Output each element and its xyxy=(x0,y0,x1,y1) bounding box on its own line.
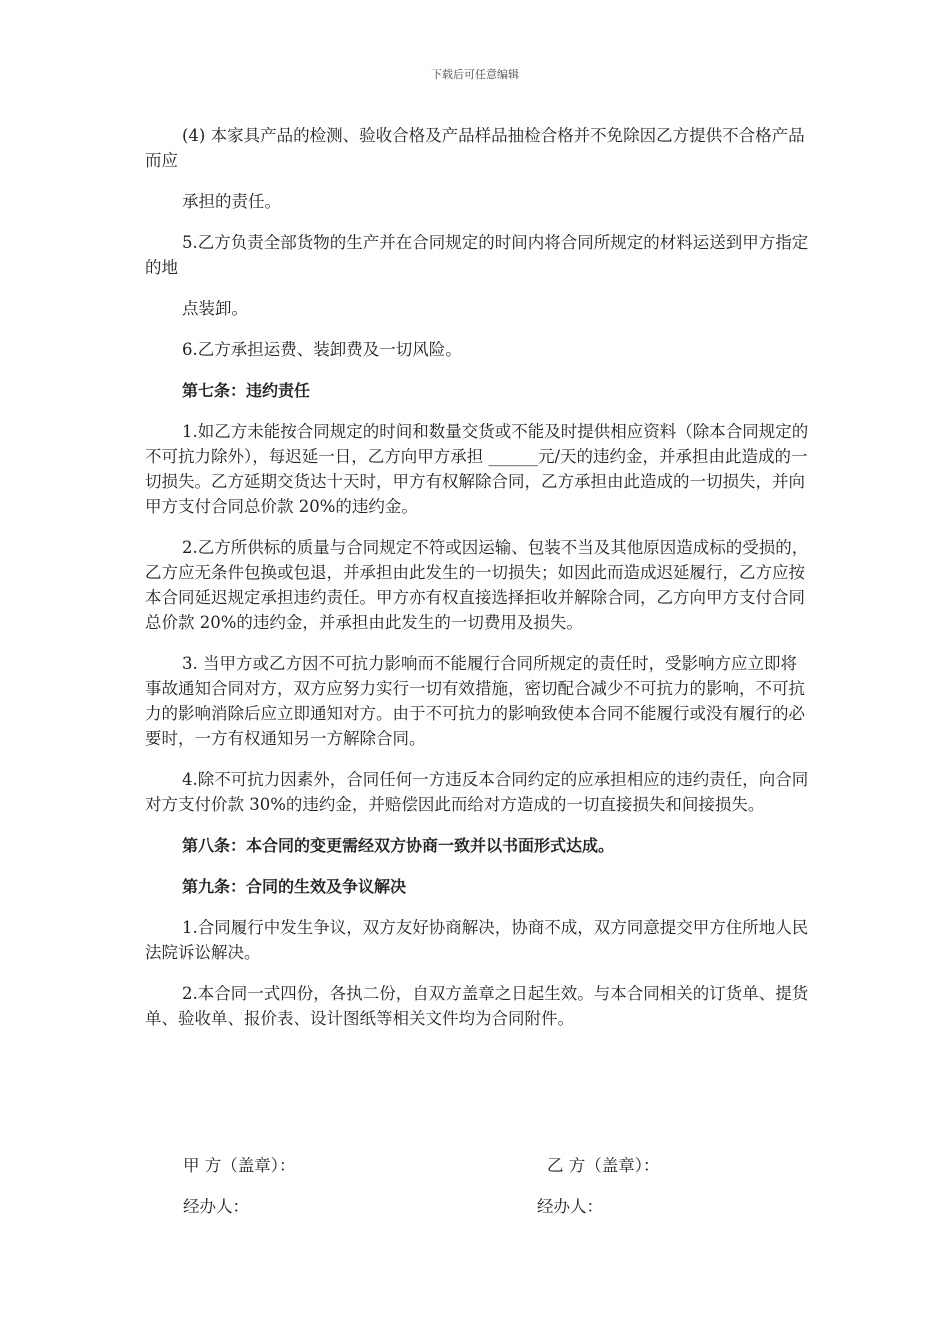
article-7-clause-3: 3. 当甲方或乙方因不可抗力影响而不能履行合同所规定的责任时，受影响方应立即将事故通知合同对方，双方应努力实行一切有效措施，密切配合减少不可抗力的影响，不可抗力的影响消除后应立即通知对方。由于不可抗力的影响致使本合同不能履行或没有履行的必要时，一方有权通知另一方解除合同。 xyxy=(145,654,805,748)
article-9-heading: 第九条：合同的生效及争议解决 xyxy=(182,877,407,896)
party-a-agent-label: 经办人： xyxy=(183,1197,249,1216)
paragraph-item5-cont: 点装卸。 xyxy=(182,299,248,318)
party-a-seal-label: 甲 方（盖章）： xyxy=(183,1156,296,1175)
paragraph-item6: 6.乙方承担运费、装卸费及一切风险。 xyxy=(182,340,462,359)
page-header: 下载后可任意编辑 xyxy=(431,68,519,81)
paragraph-item4: (4) 本家具产品的检测、验收合格及产品样品抽检合格并不免除因乙方提供不合格产品而应 xyxy=(145,126,805,170)
paragraph-item4-cont: 承担的责任。 xyxy=(182,192,281,211)
article-7-clause-1: 1.如乙方未能按合同规定的时间和数量交货或不能及时提供相应资料（除本合同规定的不可抗力除外），每迟延一日，乙方向甲方承担 ______元/天的违约金，并承担由此造成的一切损失。乙方延期交货达十天时，甲方有权解除合同，乙方承担由此造成的一切损失，并向甲方支付合同总价款 20%的违约金。 xyxy=(145,422,809,516)
article-7-clause-2: 2.乙方所供标的质量与合同规定不符或因运输、包装不当及其他原因造成标的受损的，乙方应无条件包换或包退，并承担由此发生的一切损失；如因此而造成迟延履行，乙方应按本合同延迟规定承担违约责任。甲方亦有权直接选择拒收并解除合同，乙方向甲方支付合同总价款 20%的违约金，并承担由此发生的一切费用及损失。 xyxy=(145,538,809,632)
article-8-heading: 第八条：本合同的变更需经双方协商一致并以书面形式达成。 xyxy=(182,836,615,855)
party-b-agent-label: 经办人： xyxy=(537,1197,603,1216)
party-b-seal-label: 乙 方（盖章）： xyxy=(547,1156,660,1175)
article-9-clause-2: 2.本合同一式四份，各执二份，自双方盖章之日起生效。与本合同相关的订货单、提货单、验收单、报价表、设计图纸等相关文件均为合同附件。 xyxy=(145,984,809,1028)
article-7-clause-4: 4.除不可抗力因素外，合同任何一方违反本合同约定的应承担相应的违约责任，向合同对方支付价款 30%的违约金，并赔偿因此而给对方造成的一切直接损失和间接损失。 xyxy=(145,770,809,814)
article-9-clause-1: 1.合同履行中发生争议，双方友好协商解决，协商不成，双方同意提交甲方住所地人民法院诉讼解决。 xyxy=(145,918,809,962)
article-7-heading: 第七条：违约责任 xyxy=(182,381,311,400)
paragraph-item5: 5.乙方负责全部货物的生产并在合同规定的时间内将合同所规定的材料运送到甲方指定的地 xyxy=(145,233,809,277)
contract-body xyxy=(145,123,810,1047)
